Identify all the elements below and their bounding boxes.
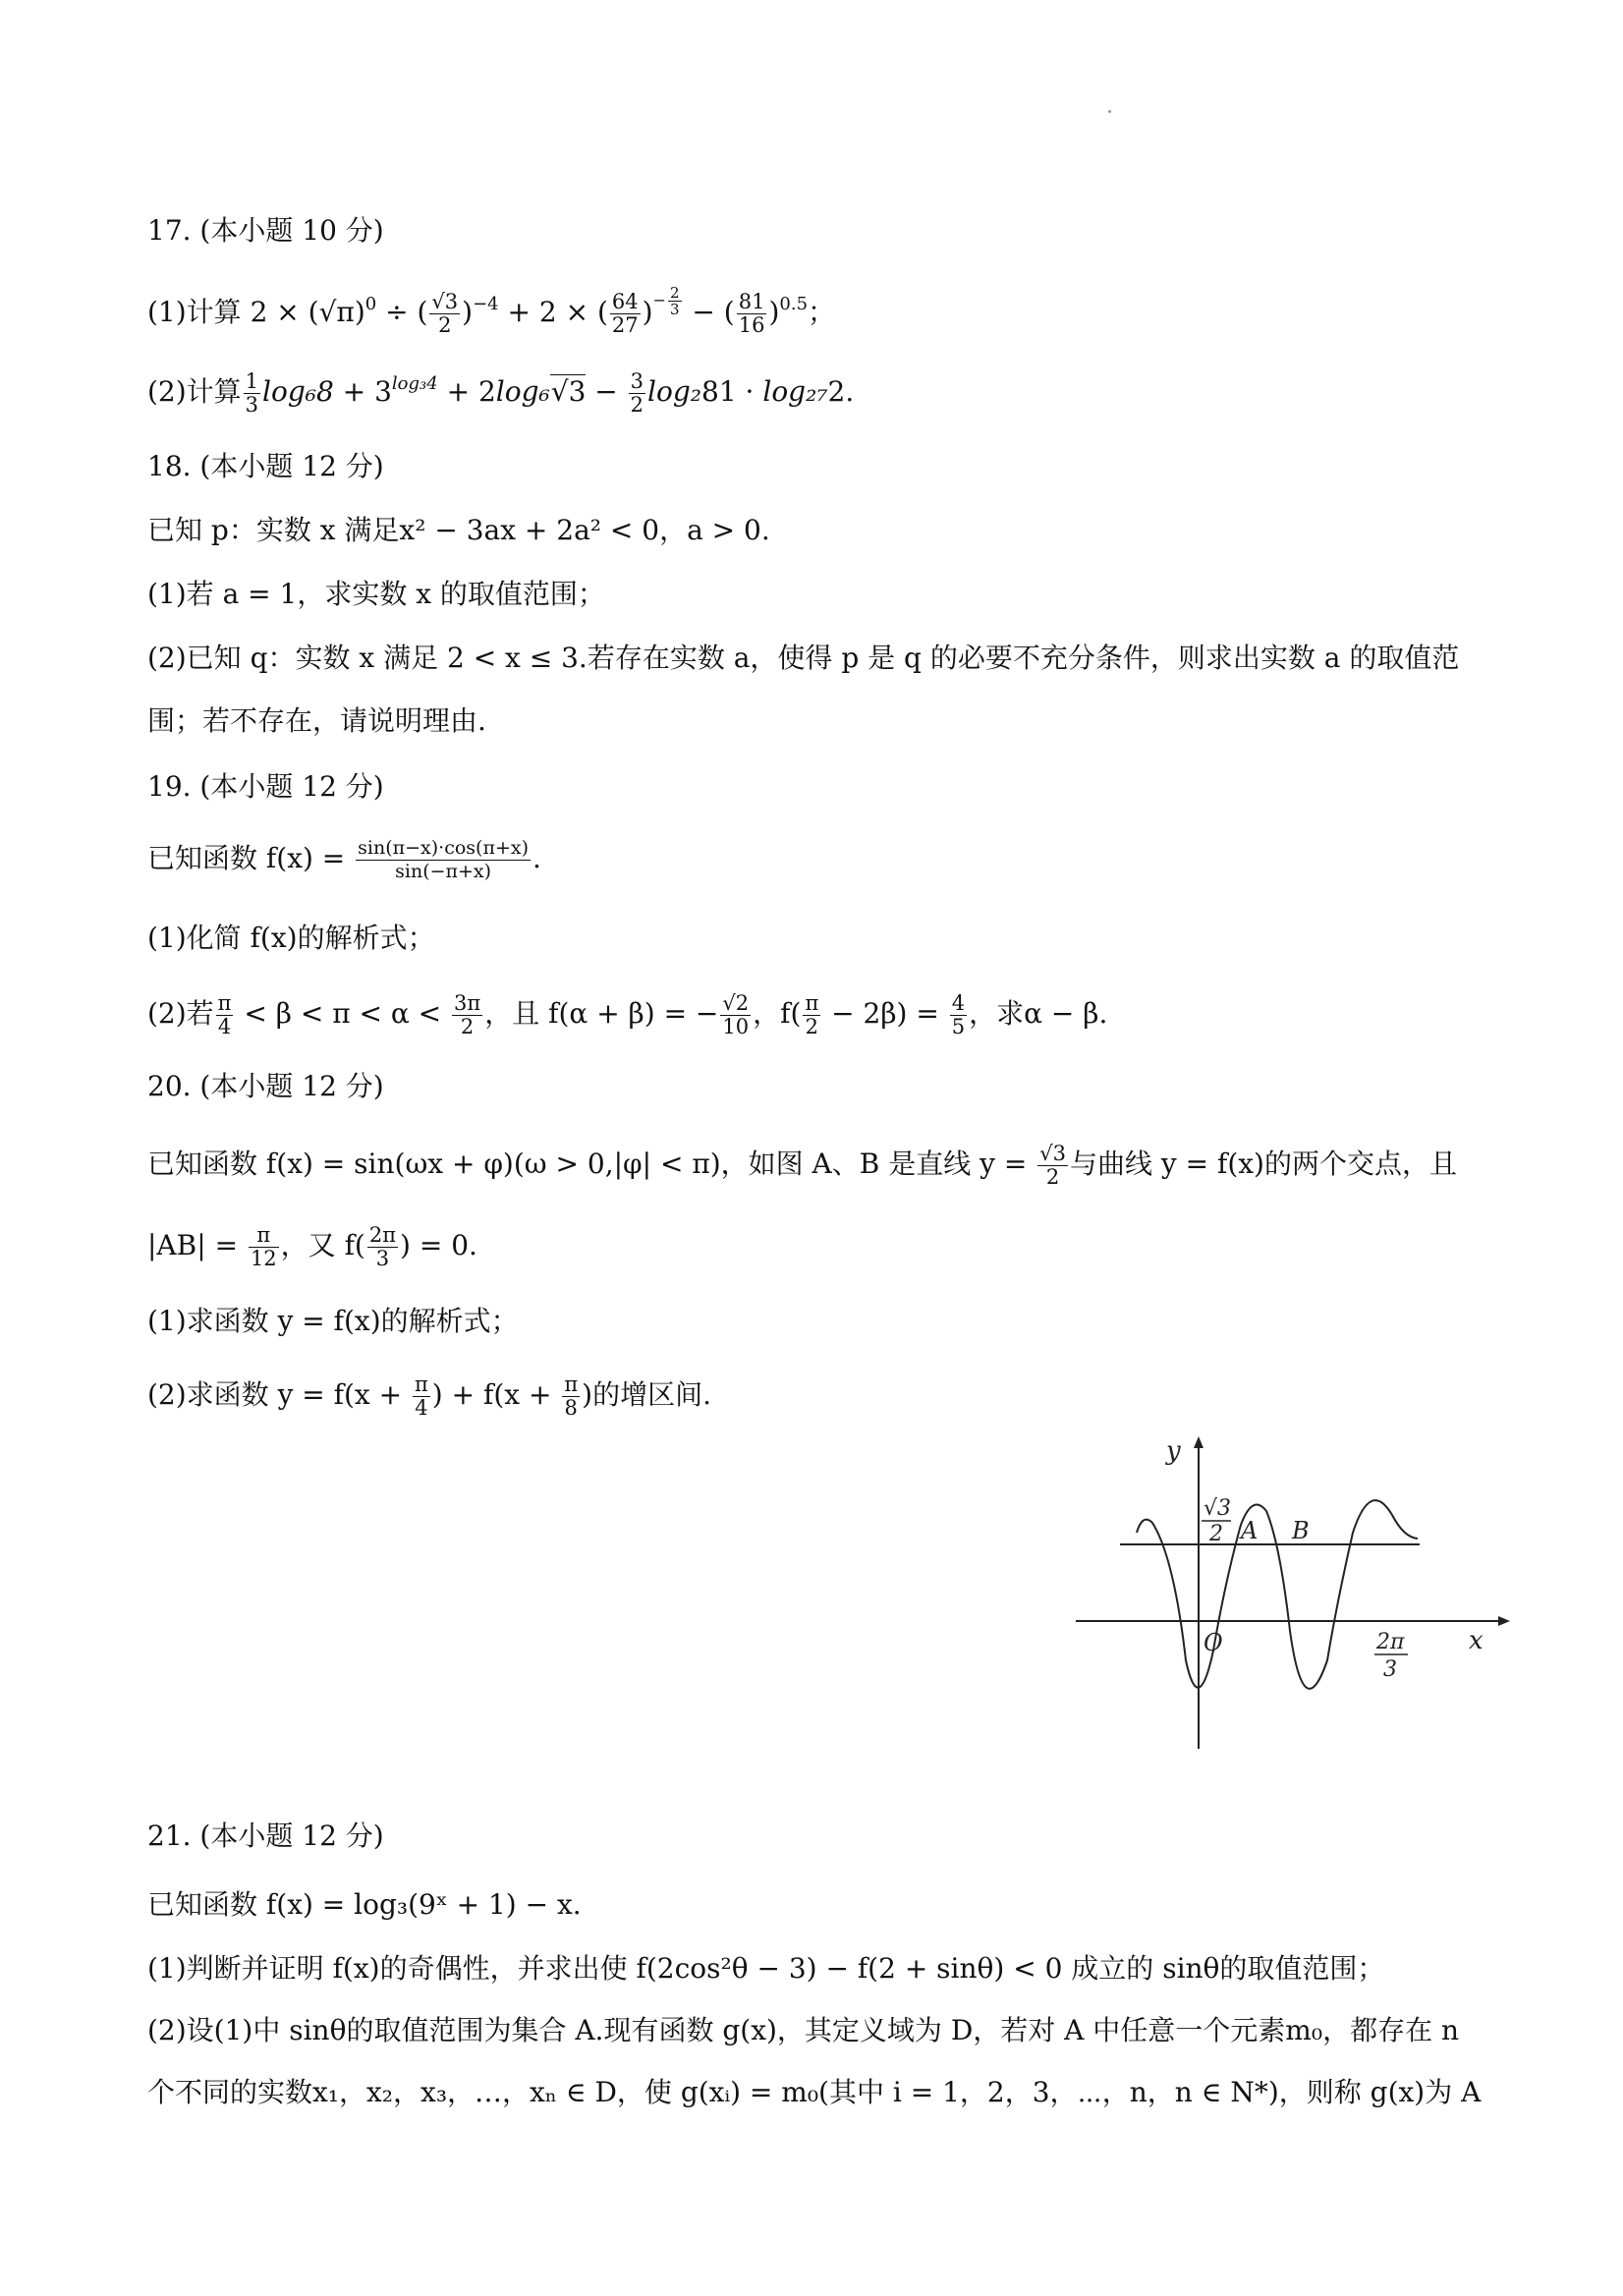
sine-curve <box>1137 1500 1418 1689</box>
sine-graph-figure <box>1076 1434 1518 1759</box>
p18-intro: 已知 p：实数 x 满足x² − 3ax + 2a² < 0，a > 0. <box>147 514 770 546</box>
p19-intro: 已知函数 f(x) = $\frac{\sin(\pi-x)\cdot\cos(\pi+x)}{\sin(-\pi+x)}$ . <box>147 837 541 882</box>
point-b-label: B <box>1292 1517 1310 1544</box>
p21-question-2-line-2: 个不同的实数x₁，x₂，x₃，…，xₙ ∈ D，使 g(xᵢ) = m₀(其中 i = 1，2，3，⋯，n，n ∈ N*)，则称 g(x)为 A <box>147 2076 1482 2108</box>
x-axis-label: x <box>1469 1626 1483 1655</box>
p21-question-1: (1)判断并证明 f(x)的奇偶性，并求出使 f(2cos²θ − 3) − f(2 + sinθ) < 0 成立的 sinθ的取值范围； <box>147 1952 1385 1985</box>
p19-question-1: (1)化简 f(x)的解析式； <box>147 922 435 954</box>
p20-question-2: (2)求函数 y = f(x + $\frac{\pi}{4}$ ) + f(x + $\frac{\pi}{8}$ )的增区间. <box>147 1372 711 1420</box>
y-axis-arrow <box>1194 1436 1203 1448</box>
p20-ab-condition: |AB| = $\frac{\pi}{12}$ ，又 f( $\frac{2\pi}{3}$ ) = 0. <box>147 1223 477 1270</box>
p18-question-1: (1)若 a = 1，求实数 x 的取值范围； <box>147 578 605 610</box>
point-a-label: A <box>1241 1517 1259 1544</box>
p20-heading: 20. (本小题 12 分) <box>147 1070 384 1102</box>
line-value-denominator: 2 <box>1209 1522 1223 1546</box>
origin-label: O <box>1203 1629 1223 1656</box>
tick-numerator: 2π <box>1376 1630 1405 1654</box>
p18-heading: 18. (本小题 12 分) <box>147 450 384 482</box>
x-axis-arrow <box>1498 1616 1510 1626</box>
p20-intro: 已知函数 f(x) = sin(ωx + φ)(ω > 0,|φ| < π)，如图 A、B 是直线 y = $\frac{√3}{2}$ 与曲线 y = f(x)的两个交点，且 <box>147 1142 1457 1189</box>
p17-question-1: (1)计算 $2 \times (√\pi)^0$ ÷ ( $\frac{√3}{2}$ )$^{-4}$ + 2 × ( $\frac{64}{27}$ )− $\frac{2}{3}$ − ( $\frac{81}{16}$ )$^{0.5}$； <box>147 284 836 337</box>
p17-heading: 17. (本小题 10 分) <box>147 214 384 247</box>
p21-question-2-line-1: (2)设(1)中 sinθ的取值范围为集合 A.现有函数 g(x)，其定义域为 D，若对 A 中任意一个元素m₀，都存在 n <box>147 2014 1460 2046</box>
tick-denominator: 3 <box>1383 1657 1397 1682</box>
scan-speck <box>1108 110 1111 113</box>
p19-heading: 19. (本小题 12 分) <box>147 770 384 803</box>
p19-question-2: (2)若 $\frac{\pi}{4}$ < β < π < α < $\frac{3\pi}{2}$ ，且 f(α + β) = − $\frac{√2}{10}$ ，f( $\frac{\pi}{2}$ − 2β) = $\frac{4}{5}$ ，求α − β. <box>147 991 1108 1038</box>
p17-question-2: (2)计算 $\frac{1}{3}$ $\log_68 + 3^{log_34} + 2\log_6√3$ − $\frac{3}{2}$ log₂81 · log₂₇2. <box>147 369 855 417</box>
p21-heading: 21. (本小题 12 分) <box>147 1820 384 1852</box>
y-axis-label: y <box>1166 1436 1181 1466</box>
p21-intro: 已知函数 f(x) = log₃(9ˣ + 1) − x. <box>147 1888 582 1921</box>
line-value-numerator: √3 <box>1203 1496 1232 1521</box>
p18-question-2: (2)已知 q：实数 x 满足 2 < x ≤ 3.若存在实数 a，使得 p 是 q 的必要不充分条件，则求出实数 a 的取值范围；若不存在，请说明理由. <box>147 642 1460 737</box>
p20-question-1: (1)求函数 y = f(x)的解析式； <box>147 1305 519 1337</box>
